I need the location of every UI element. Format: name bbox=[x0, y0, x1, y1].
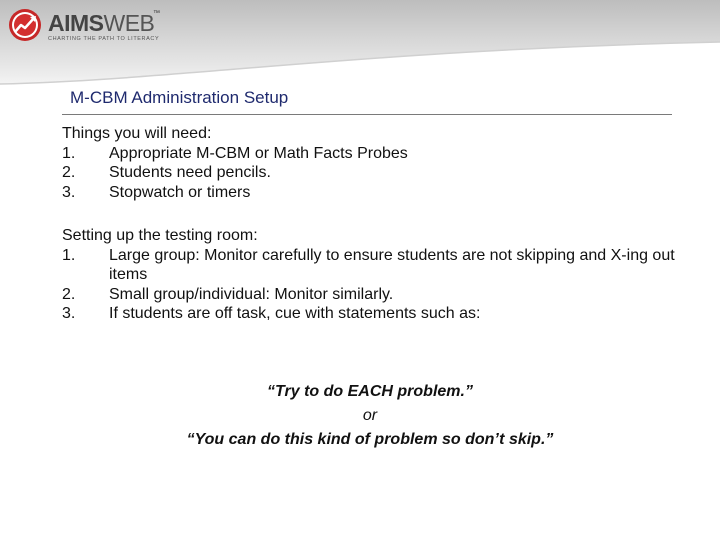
list-text: Stopwatch or timers bbox=[109, 183, 251, 201]
list-item bbox=[62, 183, 702, 203]
trademark-symbol: ™ bbox=[153, 10, 160, 17]
list-item bbox=[62, 144, 702, 164]
list-item bbox=[62, 163, 702, 183]
list-number: 3. bbox=[62, 305, 76, 322]
quote-each-problem: “Try to do EACH problem.” bbox=[267, 383, 473, 400]
list-number: 1. bbox=[62, 144, 76, 162]
list-item bbox=[62, 285, 702, 305]
aimsweb-logo bbox=[8, 8, 158, 44]
list-text: Small group/individual: Monitor similarly. bbox=[109, 285, 394, 303]
slide-body bbox=[62, 124, 702, 324]
section-spacer bbox=[62, 202, 702, 226]
logo-name-aims: AIMS bbox=[48, 10, 104, 36]
list-text: Large group: Monitor carefully to ensure students are not skipping and X-ing out items bbox=[109, 246, 675, 283]
quote-separator-or: or bbox=[362, 407, 378, 424]
list-number: 1. bbox=[62, 246, 76, 264]
logo-wordmark bbox=[48, 10, 154, 37]
list-text: Appropriate M-CBM or Math Facts Probes bbox=[109, 144, 408, 162]
logo-name-web: WEB bbox=[103, 10, 155, 36]
list-number: 2. bbox=[62, 285, 76, 303]
list-item bbox=[62, 304, 702, 324]
list-item bbox=[62, 246, 702, 285]
list-text: If students are off task, cue with statements such as: bbox=[109, 305, 481, 322]
section-heading-needs: Things you will need: bbox=[62, 125, 212, 142]
slide-title: M-CBM Administration Setup bbox=[70, 88, 289, 107]
title-divider bbox=[62, 114, 672, 115]
chart-arrow-icon bbox=[8, 8, 42, 42]
section-heading-room: Setting up the testing room: bbox=[62, 227, 258, 244]
logo-tagline: CHARTING THE PATH TO LITERACY bbox=[48, 36, 160, 42]
list-number: 2. bbox=[62, 164, 76, 181]
cue-statements bbox=[0, 380, 720, 452]
quote-dont-skip: “You can do this kind of problem so don’t skip.” bbox=[186, 431, 554, 448]
header-swoosh bbox=[0, 40, 720, 120]
list-text: Students need pencils. bbox=[109, 164, 271, 181]
list-number: 3. bbox=[62, 183, 76, 201]
